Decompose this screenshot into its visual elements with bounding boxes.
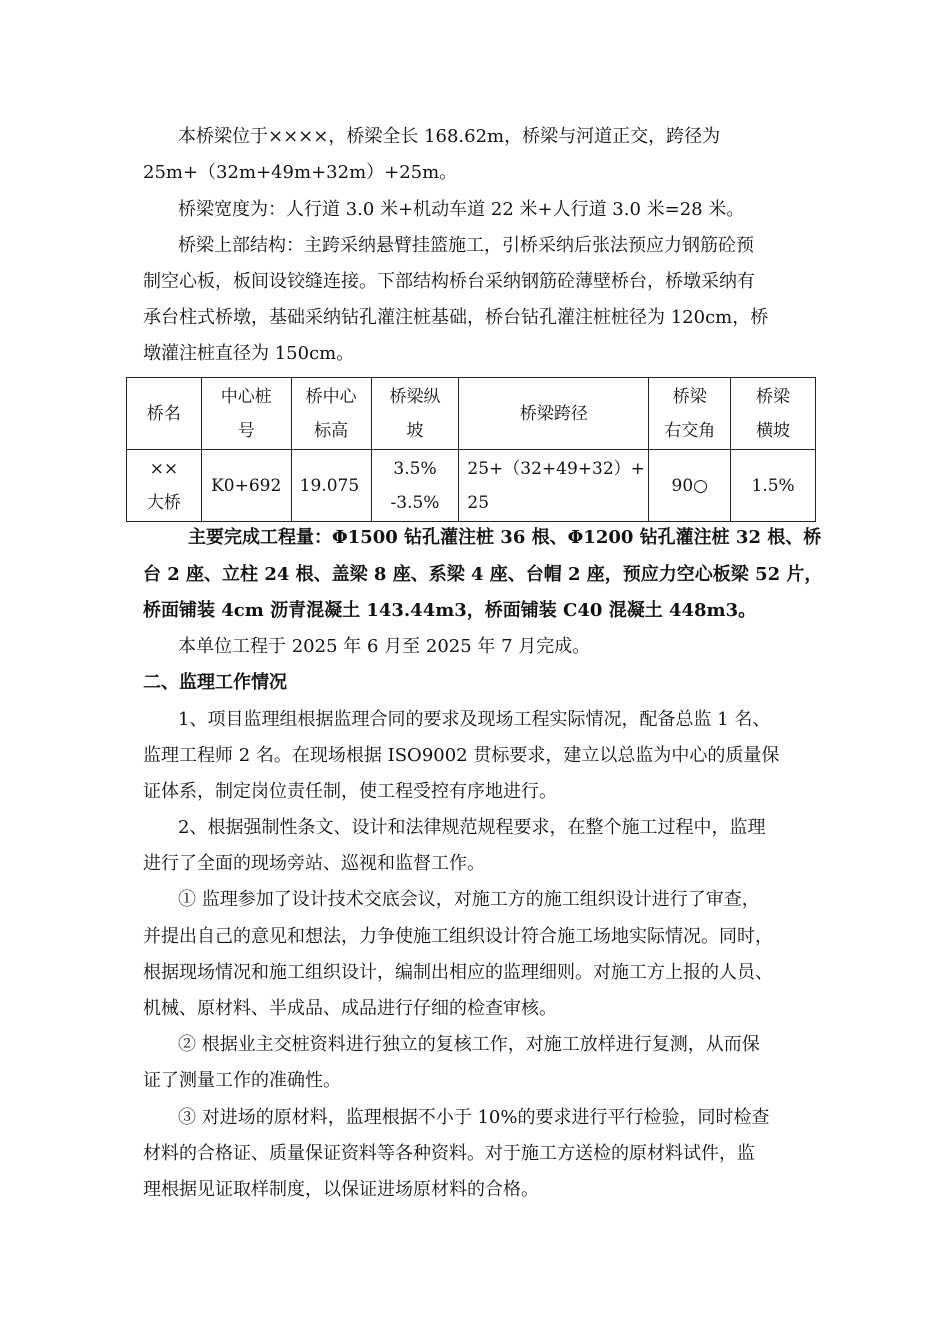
bridge-info-table [126,377,816,522]
structure-paragraph-line-4: 墩灌注桩直径为 150cm。 [143,343,355,364]
completion-statement: 本单位工程于 2025 年 6 月至 2025 年 7 月完成。 [178,636,591,657]
sub-item-1-line-1: ① 监理参加了设计技术交底会议，对施工方的施工组织设计进行了审查， [178,889,760,910]
sub-item-2-line-2: 证了测量工作的准确性。 [143,1070,341,1091]
sub-item-3-line-3: 理根据见证取样制度，以保证进场原材料的合格。 [143,1179,539,1200]
quantities-line-3: 桥面铺装 4cm 沥青混凝土 143.44m3，桥面铺装 C40 混凝土 448m3。 [143,600,757,621]
sub-item-1-line-4: 机械、原材料、半成品、成品进行仔细的检查审核。 [143,998,557,1019]
structure-paragraph-line-3: 承台柱式桥墩，基础采纳钻孔灌注桩基础，桥台钻孔灌注桩桩径为 120cm，桥 [143,307,769,328]
cell-skew-angle: 90○ [649,450,731,522]
sub-item-1-line-3: 根据现场情况和施工组织设计，编制出相应的监理细则。对施工方上报的人员、 [143,962,773,983]
structure-paragraph-line-1: 桥梁上部结构：主跨采纳悬臂挂篮施工，引桥采纳后张法预应力钢筋砼预 [178,235,754,256]
bridge-width-paragraph: 桥梁宽度为：人行道 3.0 米+机动车道 22 米+人行道 3.0 米=28 米。 [178,199,745,220]
table-row [127,450,816,522]
item-2-line-2: 进行了全面的现场旁站、巡视和监督工作。 [143,853,485,874]
cell-center-pile: K0+692 [201,450,291,522]
quantities-line-2: 台 2 座、立柱 24 根、盖梁 8 座、系梁 4 座、台帽 2 座，预应力空心板梁 52 片， [143,564,823,585]
quantities-line-1: 主要完成工程量：Φ1500 钻孔灌注桩 36 根、Φ1200 钻孔灌注桩 32 根、桥 [188,527,822,548]
header-skew-angle: 桥梁 右交角 [649,378,731,450]
section-2-heading: 二、监理工作情况 [143,672,287,693]
cell-bridge-name: ×× 大桥 [127,450,202,522]
sub-item-1-line-2: 并提出自己的意见和想法，力争使施工组织设计符合施工场地实际情况。同时， [143,926,773,947]
intro-paragraph-1-line-2: 25m+（32m+49m+32m）+25m。 [143,162,458,183]
header-center-elevation: 桥中心 标高 [291,378,371,450]
header-bridge-name: 桥名 [127,378,202,450]
header-center-pile: 中心桩 号 [201,378,291,450]
header-longitudinal-slope: 桥梁纵 坡 [371,378,459,450]
header-cross-slope: 桥梁 横坡 [731,378,816,450]
cell-cross-slope: 1.5% [731,450,816,522]
sub-item-3-line-1: ③ 对进场的原材料，监理根据不小于 10%的要求进行平行检验，同时检查 [178,1107,770,1128]
item-1-line-3: 证体系，制定岗位责任制，使工程受控有序地进行。 [143,781,557,802]
item-1-line-1: 1、项目监理组根据监理合同的要求及现场工程实际情况，配备总监 1 名、 [178,709,771,730]
table-header-row [127,378,816,450]
sub-item-3-line-2: 材料的合格证、质量保证资料等各种资料。对于施工方送检的原材料试件，监 [143,1143,755,1164]
cell-center-elevation: 19.075 [291,450,371,522]
intro-paragraph-1-line-1: 本桥梁位于××××，桥梁全长 168.62m，桥梁与河道正交，跨径为 [178,126,721,147]
cell-longitudinal-slope: 3.5% -3.5% [371,450,459,522]
item-2-line-1: 2、根据强制性条文、设计和法律规范规程要求，在整个施工过程中，监理 [178,817,766,838]
item-1-line-2: 监理工程师 2 名。在现场根据 ISO9002 贯标要求，建立以总监为中心的质量保 [143,745,780,766]
sub-item-2-line-1: ② 根据业主交桩资料进行独立的复核工作，对施工放样进行复测，从而保 [178,1034,760,1055]
structure-paragraph-line-2: 制空心板，板间设铰缝连接。下部结构桥台采纳钢筋砼薄壁桥台，桥墩采纳有 [143,271,755,292]
cell-span: 25+（32+49+32）+ 25 [459,450,649,522]
header-span: 桥梁跨径 [459,378,649,450]
